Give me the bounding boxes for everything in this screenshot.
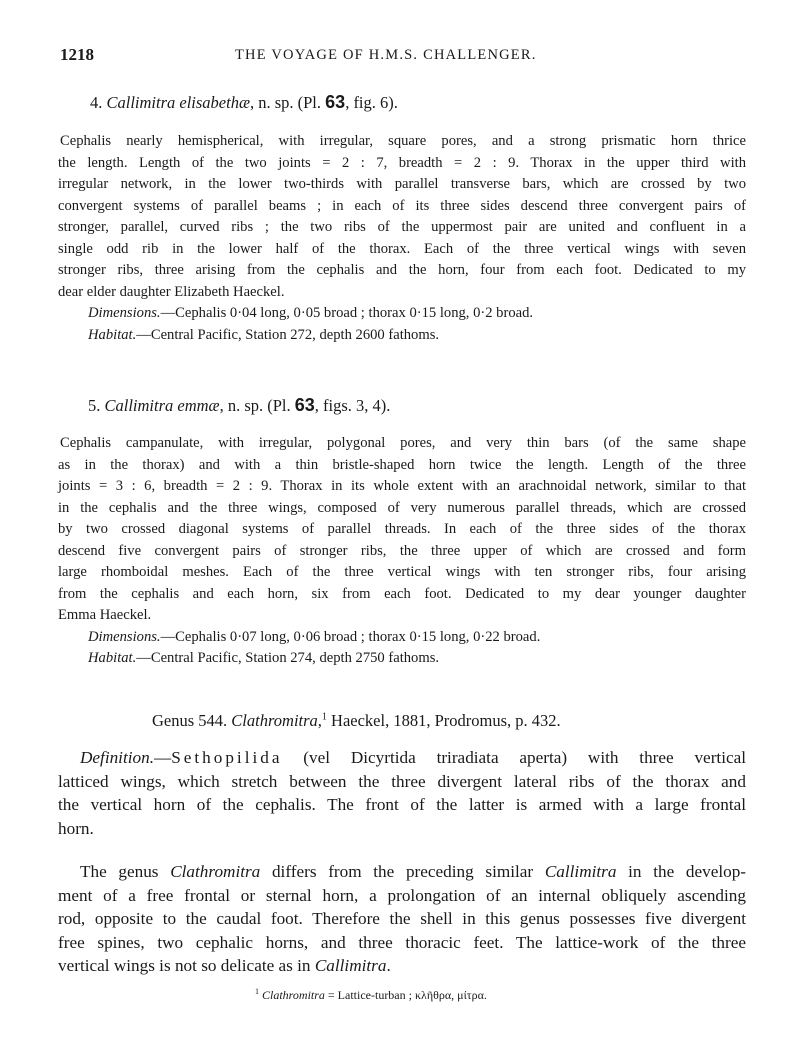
species-4-description	[58, 131, 746, 346]
species-5-dimensions	[58, 627, 746, 649]
species-5-line: by two crossed diagonal systems of parallel threads. In each of the three sides of the thorax	[58, 521, 746, 537]
habitat-label: Habitat.	[88, 650, 137, 666]
species-5-description	[58, 433, 746, 670]
habitat-label: Habitat.	[88, 326, 137, 343]
species-5-sp: , n. sp. (Pl.	[219, 396, 295, 415]
discussion-line: ment of a free frontal or sternal horn, a prolongation of an internal obliquely ascending	[58, 885, 746, 905]
species-5-line: Cephalis campanulate, with irregular, polygonal pores, and very thin bars (of the same shape	[60, 435, 746, 451]
species-4-line: irregular network, in the lower two-thirds with parallel transverse bars, which are crossed by two	[58, 176, 746, 192]
discussion-text: vertical wings is not so delicate as in	[58, 956, 315, 975]
definition-line	[58, 746, 746, 770]
genus-heading	[152, 711, 561, 731]
definition-line: the vertical horn of the cephalis. The front of the latter is armed with a large frontal	[58, 795, 746, 814]
species-5-line: as in the thorax) and with a thin bristle-shaped horn twice the length. Length of the three	[58, 456, 746, 473]
running-head: THE VOYAGE OF H.M.S. CHALLENGER.	[235, 47, 537, 63]
habitat-text: —Central Pacific, Station 272, depth 2600 fathoms.	[136, 326, 440, 343]
species-4-line: convergent systems of parallel beams ; in each of its three sides descend three convergent pairs of	[58, 197, 746, 214]
discussion-text: .	[386, 956, 391, 975]
species-5-line: Emma Haeckel.	[58, 607, 152, 623]
species-4-fig: , fig. 6).	[345, 93, 398, 112]
definition-dash: —	[154, 748, 172, 767]
discussion-text: differs from the preceding similar	[260, 862, 545, 881]
species-4-line: Cephalis nearly hemispherical, with irregular, square pores, and a strong prismatic horn thrice	[60, 133, 746, 149]
page-header	[60, 45, 740, 67]
species-4-heading	[90, 92, 398, 113]
species-5-line: from the cephalis and each horn, six from each foot. Dedicated to my dear younger daughter	[58, 585, 746, 602]
species-5-heading	[88, 395, 390, 416]
species-5-plate: 63	[294, 395, 315, 415]
species-5-line: large rhomboidal meshes. Each of the three vertical wings with ten stronger ribs, four arising	[58, 564, 746, 580]
species-4-habitat	[58, 325, 746, 347]
definition-text: (vel Dicyrtida triradiata aperta) with three vertical	[282, 748, 746, 767]
footnote	[255, 987, 487, 1003]
species-4-line: stronger ribs, three arising from the cephalis and the horn, four from each foot. Dedicated to my	[58, 262, 746, 278]
definition-group: Sethopilida	[171, 748, 283, 767]
definition-line: latticed wings, which stretch between the three divergent lateral ribs of the thorax and	[58, 771, 746, 791]
species-4-plate: 63	[325, 92, 346, 112]
dimensions-label: Dimensions.	[88, 305, 161, 321]
discussion-text: in the develop-	[616, 862, 747, 881]
dimensions-label: Dimensions.	[88, 628, 161, 645]
species-5-number: 5.	[88, 396, 101, 415]
species-5-line: descend five convergent pairs of stronger ribs, the three upper of which are crossed and form	[58, 542, 746, 559]
species-4-line: dear elder daughter Elizabeth Haeckel.	[58, 283, 285, 300]
species-5-line: in the cephalis and the three wings, composed of very numerous parallel threads, which are crossed	[58, 499, 746, 516]
dimensions-text: —Cephalis 0·07 long, 0·06 broad ; thorax 0·15 long, 0·22 broad.	[160, 628, 541, 645]
footnote-term: Clathromitra	[262, 988, 325, 1002]
genus-discussion	[58, 860, 746, 978]
genus-authority: Haeckel, 1881, Prodromus, p. 432.	[326, 711, 561, 730]
discussion-genus: Clathromitra	[170, 862, 261, 881]
page-number: 1218	[60, 45, 94, 64]
discussion-line	[58, 954, 746, 978]
species-5-name: Callimitra emmæ	[104, 396, 220, 415]
species-4-name: Callimitra elisabethæ	[106, 93, 250, 112]
footnote-mark: 1	[255, 987, 259, 996]
discussion-text: The genus	[80, 862, 171, 881]
discussion-line: rod, opposite to the caudal foot. Therefore the shell in this genus possesses five divergent	[58, 909, 746, 928]
footnote-text: = Lattice-turban ; κλῆθρα, μίτρα.	[324, 988, 487, 1002]
discussion-genus: Callimitra	[544, 862, 617, 881]
genus-footnote-mark: 1	[321, 711, 327, 723]
species-5-habitat	[58, 648, 746, 670]
habitat-text: —Central Pacific, Station 274, depth 2750 fathoms.	[136, 650, 440, 666]
genus-name: Clathromitra,	[231, 711, 322, 730]
definition-label: Definition.	[80, 748, 154, 767]
discussion-genus: Callimitra	[314, 956, 387, 975]
species-4-number: 4.	[90, 93, 103, 112]
species-4-sp: , n. sp. (Pl.	[249, 93, 326, 112]
definition-line: horn.	[58, 818, 94, 838]
discussion-line: free spines, two cephalic horns, and three thoracic feet. The lattice-work of the three	[58, 932, 746, 952]
species-5-fig: , figs. 3, 4).	[314, 396, 391, 415]
dimensions-text: —Cephalis 0·04 long, 0·05 broad ; thorax 0·15 long, 0·2 broad.	[160, 305, 534, 321]
genus-definition	[58, 746, 746, 840]
species-4-line: stronger, parallel, curved ribs ; the two ribs of the uppermost pair are united and confluent in a	[58, 219, 746, 235]
discussion-line	[58, 860, 746, 884]
species-4-line: single odd rib in the lower half of the thorax. Each of the three vertical wings with seven	[58, 240, 746, 257]
genus-number: Genus 544.	[152, 711, 232, 730]
species-4-dimensions	[58, 303, 746, 325]
species-4-line: the length. Length of the two joints = 2 : 7, breadth = 2 : 9. Thorax in the upper third with	[58, 154, 746, 171]
species-5-line: joints = 3 : 6, breadth = 2 : 9. Thorax in its whole extent with an arachnoidal network, similar to that	[58, 478, 746, 494]
